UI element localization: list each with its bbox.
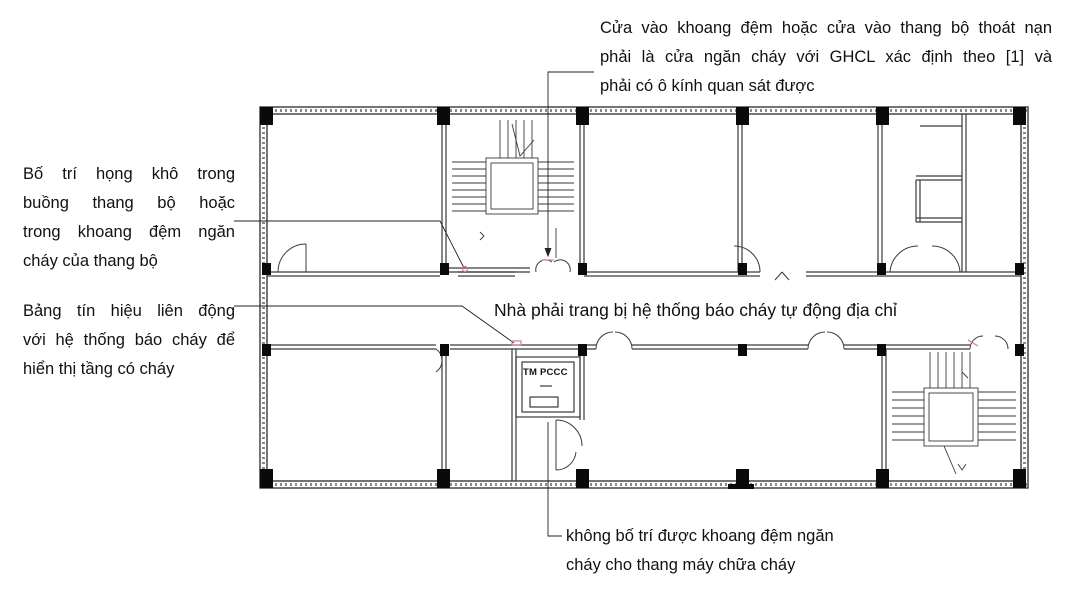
fire-door-note-line: phải là cửa ngăn cháy với GHCL xác định theo [1] và <box>600 48 1052 66</box>
leader-dry-riser-note <box>234 221 464 268</box>
fire-door-note <box>600 14 1052 101</box>
stair-1-treads <box>452 120 574 258</box>
leader-top-note <box>548 72 594 254</box>
signal-board-note <box>23 297 235 384</box>
signal-board-note-line: với hệ thống báo cháy để <box>23 331 235 349</box>
elevator-lobby-note-line: không bố trí được khoang đệm ngăn <box>566 527 834 545</box>
leader-signal-board-note <box>234 306 514 343</box>
elevator-shaft <box>516 357 580 417</box>
dry-riser-note-line: trong khoang đệm ngăn <box>23 223 235 241</box>
dry-riser-note <box>23 160 235 276</box>
dry-riser-note-line: buồng thang bộ hoặc <box>23 194 235 212</box>
leader-bottom-note <box>548 422 562 536</box>
dry-riser-marker <box>463 267 468 272</box>
leader-top-arrow <box>545 248 551 256</box>
dry-riser-note-line: Bố trí họng khô trong <box>23 165 235 183</box>
signal-board-note-line: Bảng tín hiệu liên động <box>23 302 235 320</box>
fire-alarm-system-note: Nhà phải trang bị hệ thống báo cháy tự động địa chỉ <box>491 297 900 323</box>
dry-riser-note-line: cháy của thang bộ <box>23 252 158 270</box>
firefighting-elevator-label: TM PCCC <box>523 367 568 378</box>
elevator-lobby-note-line: cháy cho thang máy chữa cháy <box>566 556 796 574</box>
signal-board-note-line: hiển thị tầng có cháy <box>23 360 175 378</box>
fire-door-note-line: phải có ô kính quan sát được <box>600 77 815 95</box>
fire-door-note-line: Cửa vào khoang đệm hoặc cửa vào thang bộ thoát nạn <box>600 19 1052 37</box>
stair-2-treads <box>892 352 1016 474</box>
room-doors <box>278 244 1008 470</box>
elevator-lobby-note <box>566 522 906 580</box>
